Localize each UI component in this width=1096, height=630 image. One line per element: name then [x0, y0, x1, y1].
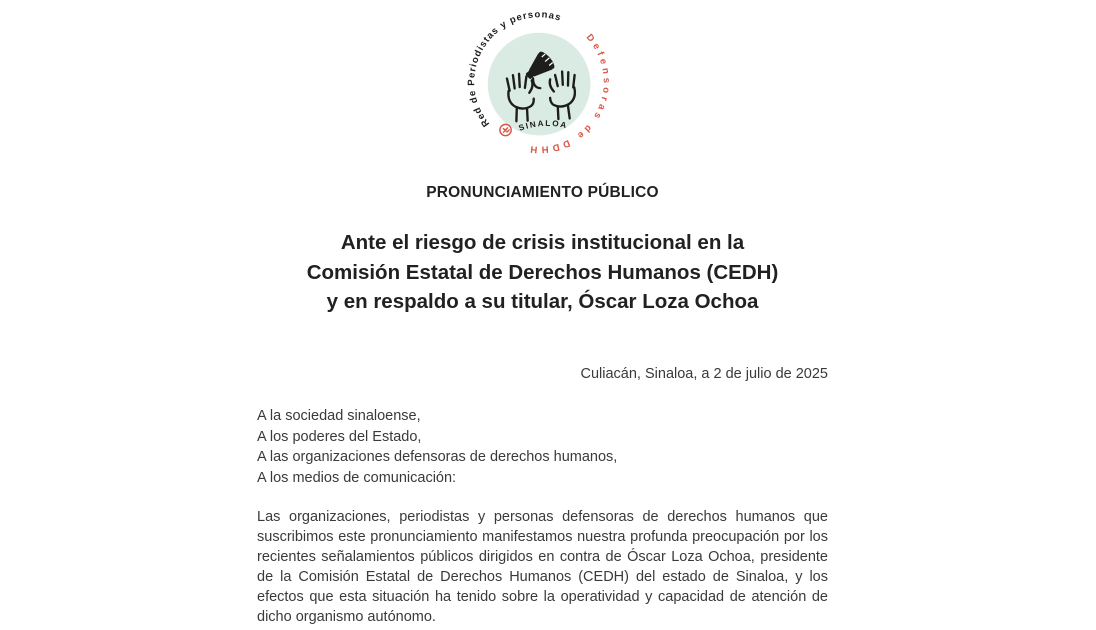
salutation-line: A las organizaciones defensoras de derechos humanos, [257, 449, 618, 466]
body-paragraph: Las organizaciones, periodistas y personas defensoras de derechos humanos que suscribimos este pronunciamiento manifestamos nuestra profunda preocupación por los recientes señalamientos públicos dirigidos en contra de Óscar Loza Ochoa, presidente de la Comisión Estatal de Derechos Humanos (CEDH) del estado de Sinaloa, y los efectos que esta situación ha tenido sobre la operatividad y capacidad de atención de dicho organismo autónomo. [257, 509, 828, 626]
document-content [257, 0, 828, 630]
logo-arc-text-black: Red de Periodistas y personas [466, 9, 563, 129]
salutation-line: A la sociedad sinaloense, [257, 408, 421, 424]
logo-arc-text-red: Defensoras de DDHH [526, 32, 612, 155]
document-title-line-1: Ante el riesgo de crisis institucional en la [340, 231, 745, 254]
document-kicker: PRONUNCIAMIENTO PÚBLICO [426, 184, 659, 201]
salutation-list [257, 406, 828, 488]
salutation-line: A los poderes del Estado, [257, 428, 422, 445]
document-title [257, 228, 828, 317]
document-title-line-3: y en respaldo a su titular, Óscar Loza Ochoa [326, 290, 759, 313]
document-title-line-2: Comisión Estatal de Derechos Humanos (CEDH) [306, 260, 779, 284]
logo-sinaloa-label: SINALOA [517, 118, 569, 133]
salutation-line: A los medios de comunicación: [257, 469, 457, 486]
dateline: Culiacán, Sinaloa, a 2 de julio de 2025 [580, 366, 828, 382]
